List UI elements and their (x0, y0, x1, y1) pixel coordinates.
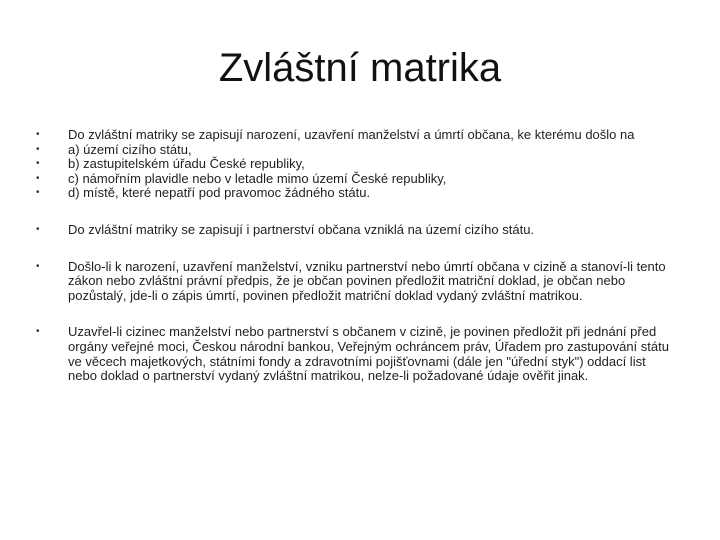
bullet-list (36, 128, 676, 384)
bullet-text: Došlo-li k narození, uzavření manželství, vzniku partnerství nebo úmrtí občana v cizině a stanoví-li tento zákon nebo zvláštní právní předpis, že je občan povinen předložit matriční doklad, je občan nebo pozůstalý, jde-li o zápis úmrtí, povinen předložit matriční doklad vydaný zvláštní matrikou. (68, 258, 666, 303)
bullet-text: Uzavřel-li cizinec manželství nebo partnerství s občanem v cizině, je povinen předložit při jednání před orgány veřejné moci, Českou národní bankou, Veřejným ochráncem práv, Úřadem pro zastupování státu ve věcech majetkových, státními fondy a zdravotními pojišťovnami (dále jen "úřední styk") oddací list nebo doklad o partnerství vydaný zvláštní matrikou, nelze-li požadované údaje ověřit jinak. (68, 324, 669, 384)
bullet-item (36, 128, 676, 143)
bullet-dot: • (36, 158, 40, 170)
slide-title: Zvláštní matrika (218, 46, 502, 90)
bullet-text: Do zvláštní matriky se zapisují narození, uzavření manželství a úmrtí občana, ke kterému došlo na (68, 127, 635, 142)
bullet-dot: • (36, 143, 40, 155)
bullet-item (36, 325, 676, 383)
bullet-text: b) zastupitelském úřadu České republiky, (68, 156, 305, 172)
bullet-item (36, 186, 676, 201)
bullet-text: Do zvláštní matriky se zapisují i partnerství občana vzniklá na území cizího státu. (68, 221, 535, 237)
bullet-dot: • (36, 326, 40, 338)
bullet-dot: • (36, 223, 40, 235)
bullet-text: d) místě, které nepatří pod pravomoc žádného státu. (68, 185, 371, 201)
bullet-item (36, 157, 676, 172)
bullet-dot: • (36, 129, 40, 140)
bullet-dot: • (36, 260, 40, 272)
bullet-item (36, 172, 676, 187)
bullet-item (36, 223, 676, 238)
bullet-item (36, 143, 676, 158)
bullet-item (36, 260, 676, 304)
bullet-dot: • (36, 187, 40, 199)
bullet-text: c) námořním plavidle nebo v letadle mimo území České republiky, (68, 170, 447, 186)
bullet-dot: • (36, 172, 40, 184)
bullet-text: a) území cizího státu, (68, 141, 192, 157)
